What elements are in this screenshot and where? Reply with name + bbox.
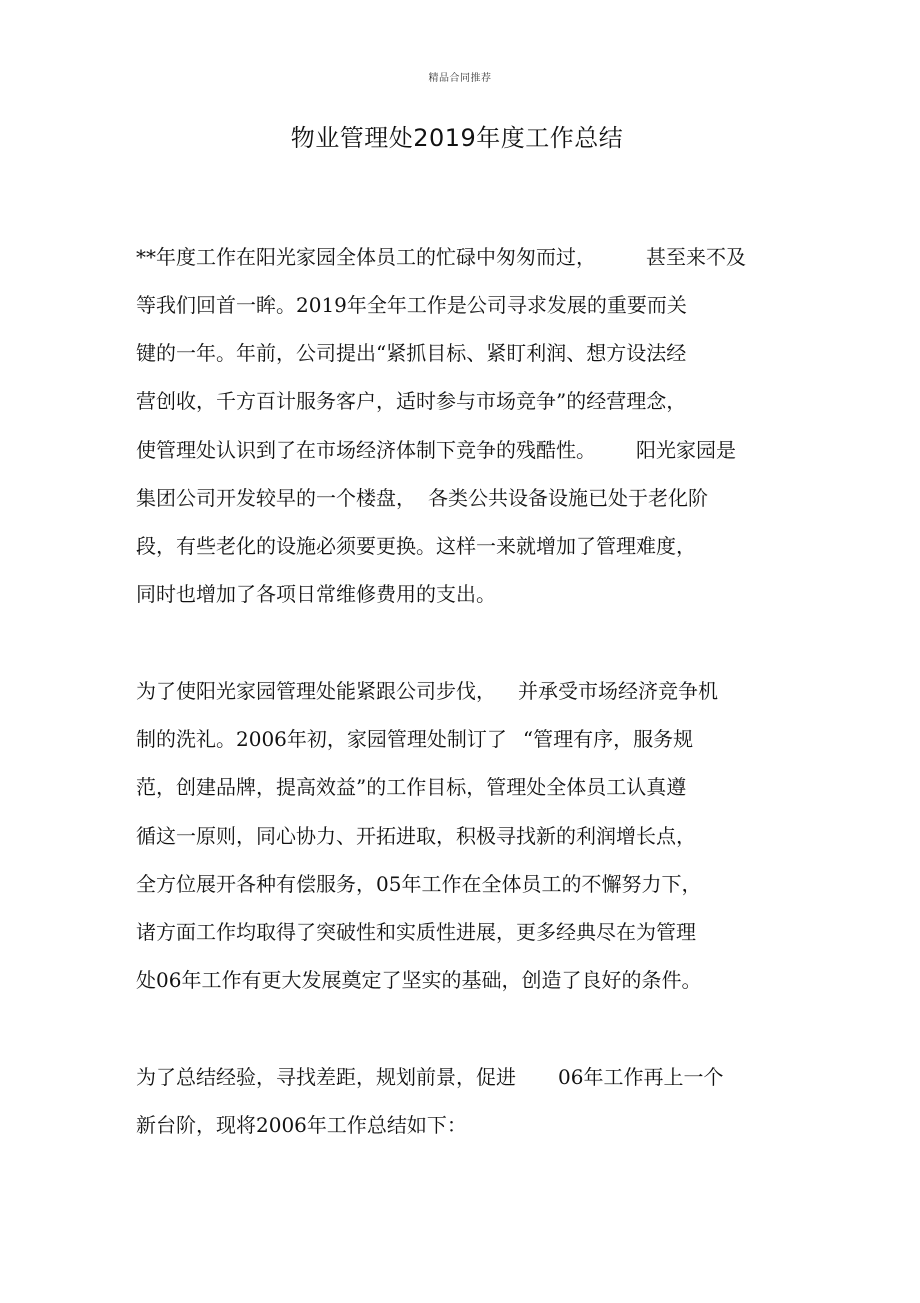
- text-segment: 全方位展开各种有偿服务，05年工作在全体员工的不懈努力下，: [136, 872, 702, 896]
- text-segment: 甚至来不及: [646, 245, 746, 269]
- text-segment: 为了总结经验，寻找差距，规划前景，促进: [136, 1065, 516, 1089]
- paragraph-1-line: [136, 438, 736, 462]
- text-segment: 并承受市场经济竞争机: [518, 679, 718, 703]
- paragraph-2-line: [136, 968, 701, 992]
- paragraph-2-line: [136, 727, 693, 751]
- text-segment: 键的一年。年前，公司提出“紧抓目标、紧盯利润、想方设法经: [136, 341, 687, 365]
- paragraph-2-line: [136, 872, 701, 896]
- text-segment: 阳光家园是: [636, 438, 736, 462]
- text-segment: 新台阶，现将2006年工作总结如下：: [136, 1113, 467, 1137]
- text-segment: 制的洗礼。2006年初，家园管理处制订了: [136, 727, 507, 751]
- text-segment: 06年工作再上一个: [558, 1065, 724, 1089]
- text-segment: 处06年工作有更大发展奠定了坚实的基础，创造了良好的条件。: [136, 968, 702, 992]
- paragraph-2-line: [136, 679, 718, 703]
- paragraph-1-line: [136, 245, 746, 269]
- document-title: 物业管理处2019年度工作总结: [290, 124, 624, 152]
- text-segment: 使管理处认识到了在市场经济体制下竞争的残酷性。: [136, 438, 596, 462]
- paragraph-1-line: [136, 389, 686, 413]
- paragraph-1-line: [136, 582, 496, 606]
- text-segment: 各类公共设备设施已处于老化阶: [428, 486, 708, 510]
- text-segment: “管理有序，服务规: [522, 727, 694, 751]
- paragraph-2-line: [136, 775, 686, 799]
- text-segment: 等我们回首一眸。2019年全年工作是公司寻求发展的重要而关: [136, 293, 687, 317]
- text-segment: 集团公司开发较早的一个楼盘，: [136, 486, 416, 510]
- paragraph-1-line: [136, 486, 708, 510]
- text-segment: 诸方面工作均取得了突破性和实质性进展，更多经典尽在为管理: [136, 920, 696, 944]
- paragraph-1-line: [136, 534, 696, 558]
- paragraph-2-line: [136, 920, 696, 944]
- text-segment: 循这一原则，同心协力、开拓进取，积极寻找新的利润增长点，: [136, 824, 696, 848]
- text-segment: 营创收，千方百计服务客户，适时参与市场竞争”的经营理念，: [136, 389, 687, 413]
- paragraph-2-line: [136, 824, 696, 848]
- text-segment: **年度工作在阳光家园全体员工的忙碌中匆匆而过，: [136, 245, 596, 269]
- text-segment: 同时也增加了各项日常维修费用的支出。: [136, 582, 496, 606]
- paragraph-3-line: [136, 1113, 467, 1137]
- paragraph-1-line: [136, 293, 687, 317]
- paragraph-1-line: [136, 341, 686, 365]
- header-note: 精品合同推荐: [428, 73, 492, 84]
- text-segment: 为了使阳光家园管理处能紧跟公司步伐，: [136, 679, 496, 703]
- paragraph-3-line: [136, 1065, 723, 1089]
- text-segment: 段，有些老化的设施必须要更换。这样一来就增加了管理难度，: [136, 534, 696, 558]
- text-segment: 范，创建品牌，提高效益”的工作目标，管理处全体员工认真遵: [136, 775, 687, 799]
